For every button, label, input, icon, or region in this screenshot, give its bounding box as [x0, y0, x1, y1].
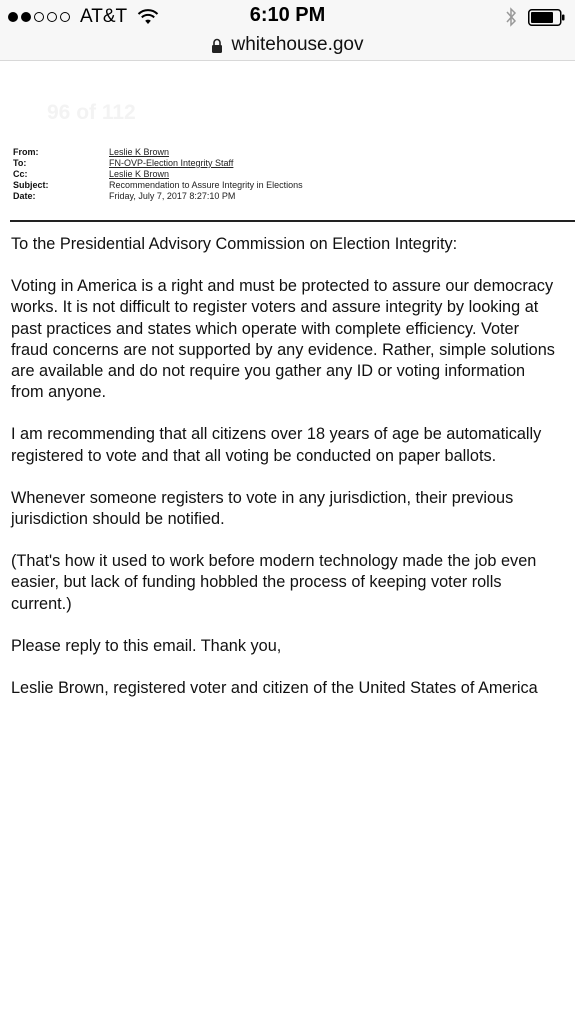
carrier-name: AT&T: [80, 6, 128, 27]
battery-icon: [528, 9, 566, 26]
header-from-row: [13, 147, 573, 158]
url-text[interactable]: whitehouse.gov: [231, 34, 364, 55]
toolbar-divider: [0, 60, 575, 61]
header-rule: [10, 220, 575, 222]
to-value: FN-OVP-Election Integrity Staff: [109, 158, 234, 168]
subject-value: Recommendation to Assure Integrity in Elections: [109, 180, 303, 190]
status-bar: [0, 0, 575, 34]
header-to-row: [13, 158, 573, 169]
lock-icon: [211, 38, 223, 53]
header-subject-row: [13, 180, 573, 191]
from-value: Leslie K Brown: [109, 147, 170, 157]
subject-label: Subject:: [13, 180, 49, 190]
bluetooth-icon: [504, 7, 518, 27]
email-body: [11, 234, 575, 699]
cc-label: Cc:: [13, 169, 28, 179]
signature: Leslie Brown, registered voter and citizen of the United States of America: [11, 679, 538, 698]
cc-value: Leslie K Brown: [109, 169, 170, 179]
page-indicator: 96 of 112: [47, 101, 136, 124]
clock: 6:10 PM: [249, 4, 326, 26]
header-cc-row: [13, 169, 573, 180]
body-paragraph: Voting in America is a right and must be protected to assure our democracy works. It is not difficult to register voters and assure integrity by looking at past practices and states which operate with complete efficiency. Voter fraud concerns are not supported by any evidence. Rather, simple solutions are available and do not require you gather any ID or voting information from anyone.: [11, 277, 555, 402]
header-date-row: [13, 191, 573, 202]
address-bar[interactable]: [0, 30, 575, 60]
body-paragraph: Whenever someone registers to vote in any jurisdiction, their previous jurisdiction should be notified.: [11, 488, 514, 529]
date-label: Date:: [13, 191, 36, 201]
from-label: From:: [13, 147, 39, 157]
salutation: To the Presidential Advisory Commission on Election Integrity:: [11, 235, 458, 253]
body-paragraph: (That's how it used to work before modern technology made the job even easier, but lack of funding hobbled the process of keeping voter rolls current.): [11, 552, 537, 613]
to-label: To:: [13, 158, 27, 168]
email-header: [13, 147, 573, 202]
body-paragraph: I am recommending that all citizens over 18 years of age be automatically registered to vote and that all voting be conducted on paper ballots.: [11, 425, 542, 465]
closing: Please reply to this email. Thank you,: [11, 636, 282, 655]
date-value: Friday, July 7, 2017 8:27:10 PM: [109, 191, 236, 201]
